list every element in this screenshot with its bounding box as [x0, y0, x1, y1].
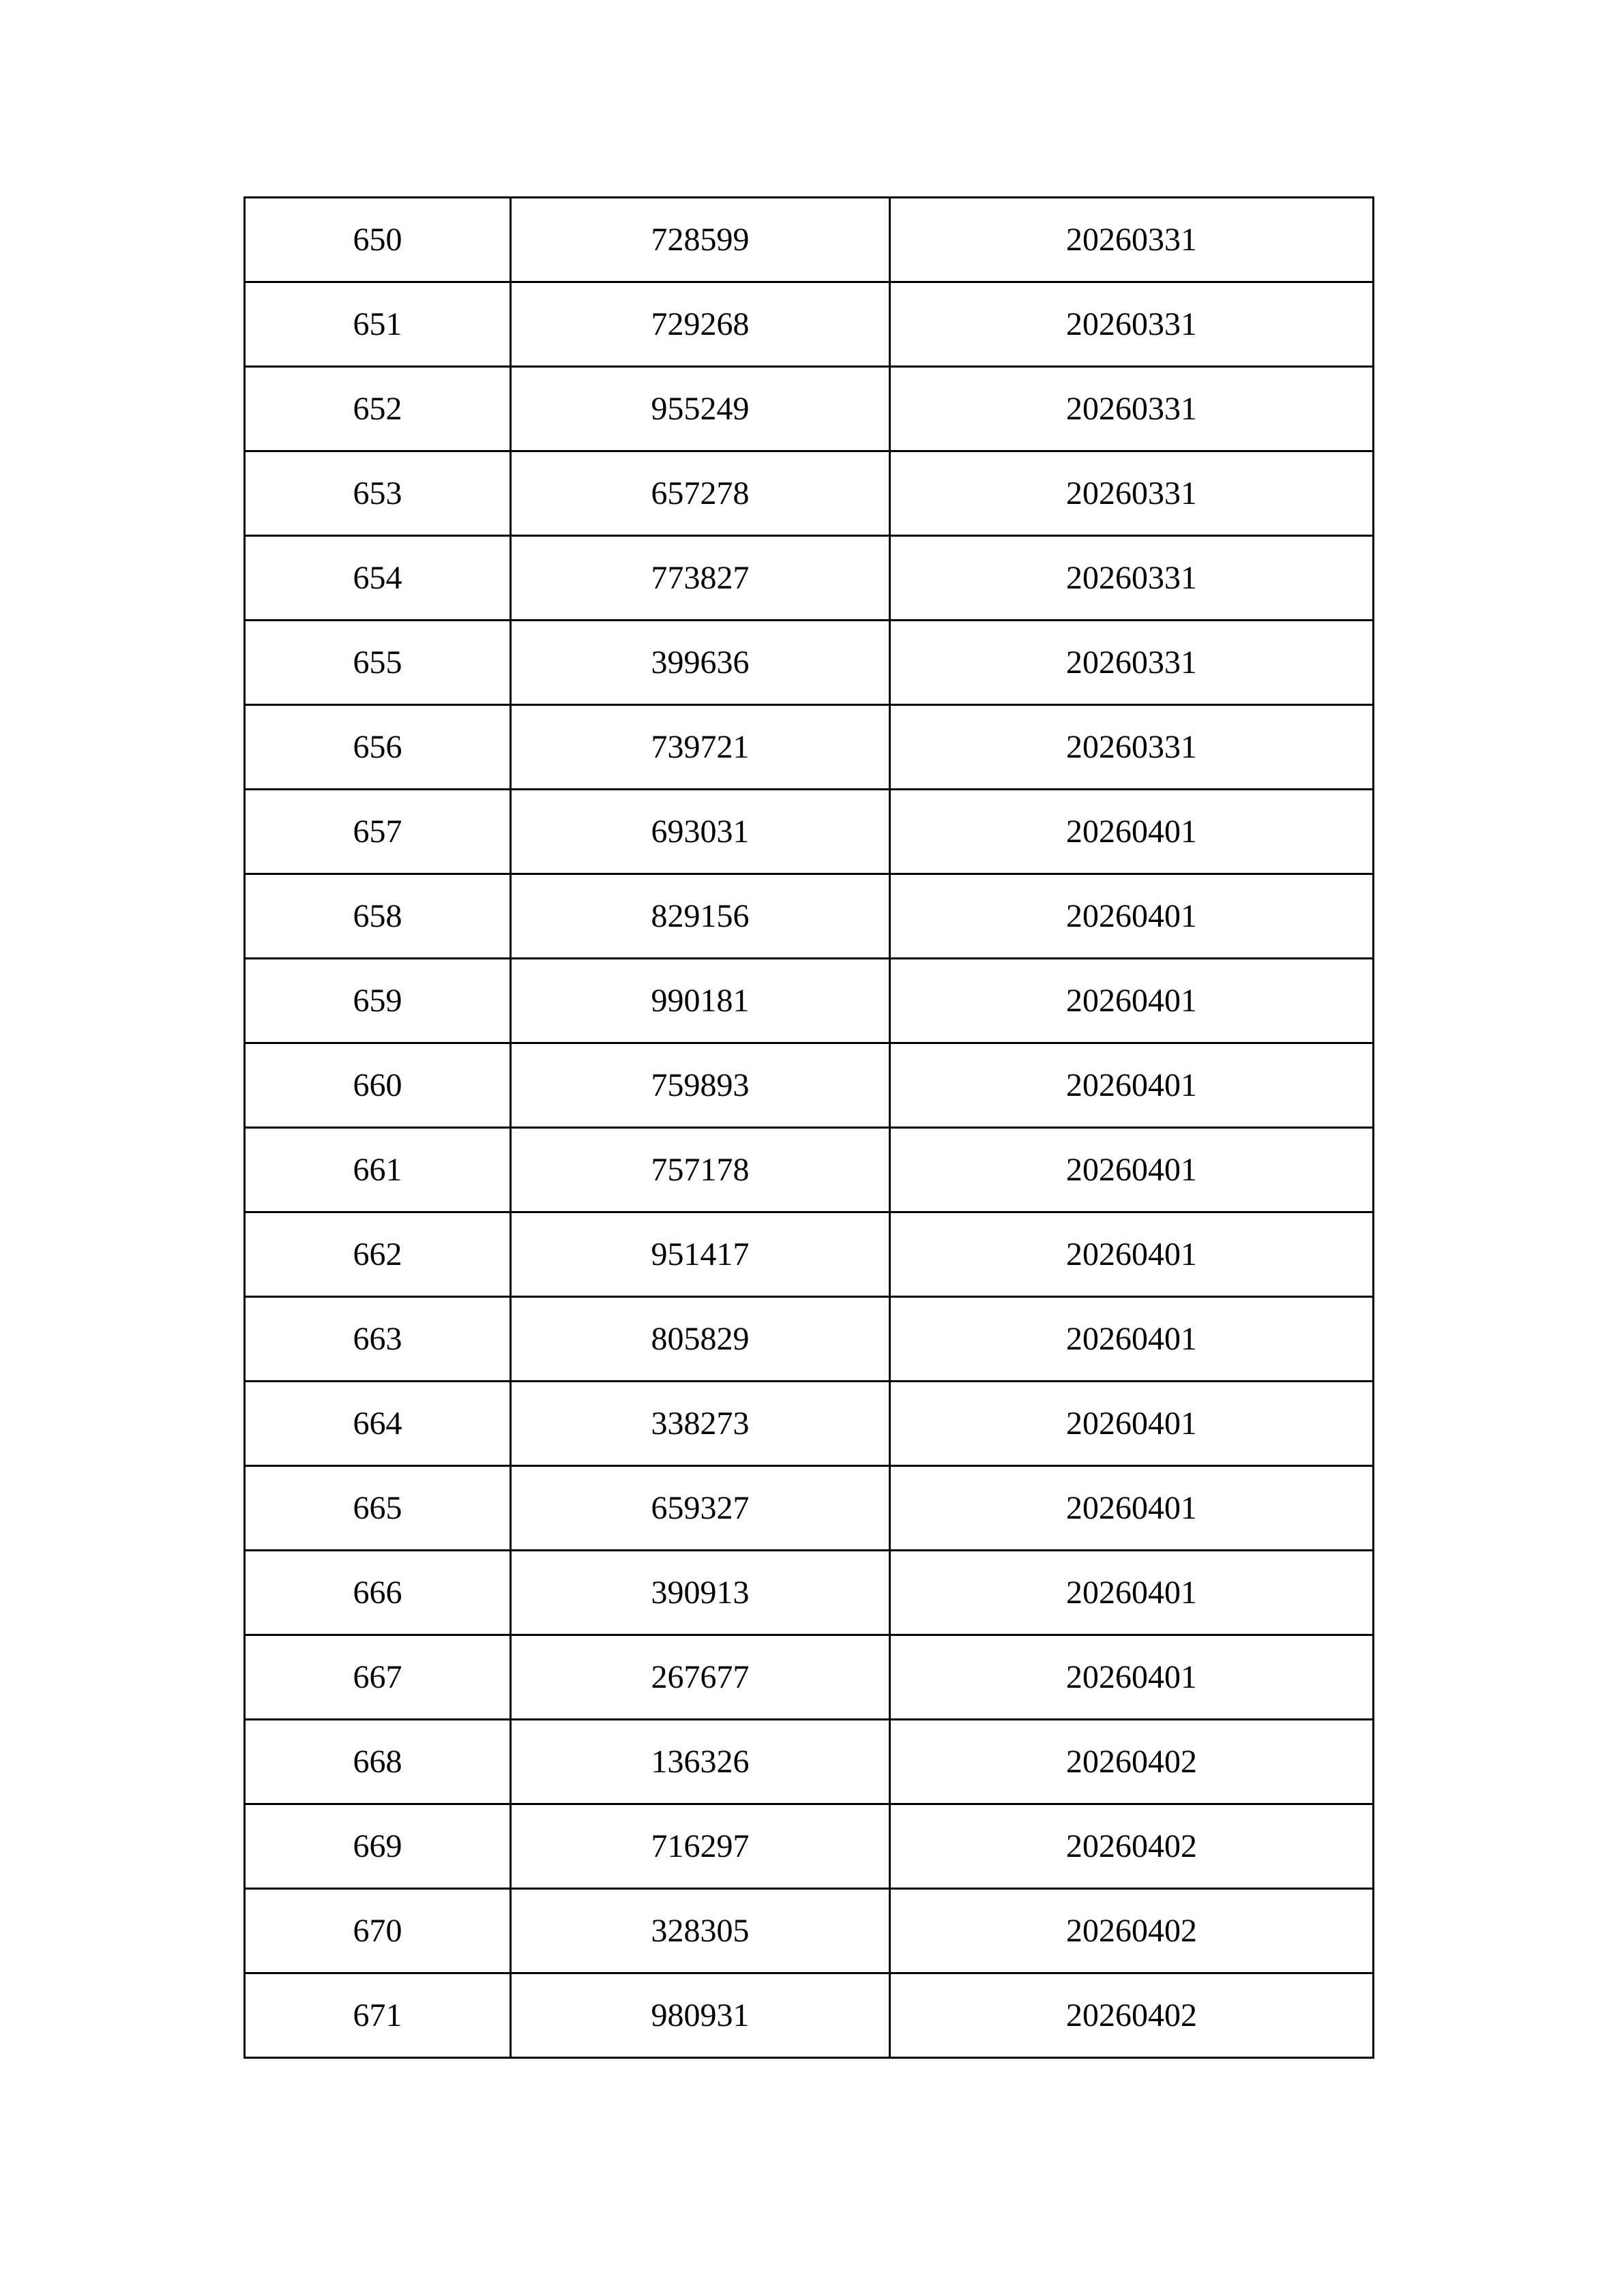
- cell-sequence-number: 656: [245, 705, 511, 790]
- table-body: [245, 198, 1374, 2058]
- cell-sequence-number: 657: [245, 790, 511, 874]
- cell-value-number: 659327: [511, 1466, 890, 1551]
- table-row: [245, 536, 1374, 621]
- cell-sequence-number: 665: [245, 1466, 511, 1551]
- cell-value-number: 739721: [511, 705, 890, 790]
- table-row: [245, 705, 1374, 790]
- table-row: [245, 1720, 1374, 1804]
- cell-date-code: 20260331: [890, 536, 1374, 621]
- cell-value-number: 693031: [511, 790, 890, 874]
- cell-sequence-number: 662: [245, 1212, 511, 1297]
- cell-date-code: 20260401: [890, 874, 1374, 959]
- cell-value-number: 267677: [511, 1635, 890, 1720]
- cell-date-code: 20260401: [890, 1043, 1374, 1128]
- cell-value-number: 773827: [511, 536, 890, 621]
- cell-date-code: 20260331: [890, 198, 1374, 282]
- table-row: [245, 621, 1374, 705]
- cell-value-number: 980931: [511, 1973, 890, 2058]
- cell-sequence-number: 650: [245, 198, 511, 282]
- cell-sequence-number: 668: [245, 1720, 511, 1804]
- cell-value-number: 729268: [511, 282, 890, 367]
- table-row: [245, 1889, 1374, 1973]
- table-row: [245, 1128, 1374, 1212]
- table-row: [245, 282, 1374, 367]
- table-row: [245, 198, 1374, 282]
- table-row: [245, 1973, 1374, 2058]
- cell-value-number: 399636: [511, 621, 890, 705]
- cell-date-code: 20260401: [890, 1128, 1374, 1212]
- cell-sequence-number: 658: [245, 874, 511, 959]
- cell-sequence-number: 666: [245, 1551, 511, 1635]
- cell-value-number: 829156: [511, 874, 890, 959]
- table-row: [245, 451, 1374, 536]
- cell-value-number: 136326: [511, 1720, 890, 1804]
- cell-sequence-number: 659: [245, 959, 511, 1043]
- cell-sequence-number: 671: [245, 1973, 511, 2058]
- cell-date-code: 20260401: [890, 790, 1374, 874]
- cell-date-code: 20260402: [890, 1720, 1374, 1804]
- cell-date-code: 20260401: [890, 1382, 1374, 1466]
- cell-value-number: 951417: [511, 1212, 890, 1297]
- table-row: [245, 790, 1374, 874]
- table-row: [245, 1043, 1374, 1128]
- table-row: [245, 1212, 1374, 1297]
- table-row: [245, 1466, 1374, 1551]
- cell-value-number: 338273: [511, 1382, 890, 1466]
- cell-date-code: 20260401: [890, 1635, 1374, 1720]
- cell-date-code: 20260331: [890, 621, 1374, 705]
- cell-date-code: 20260331: [890, 451, 1374, 536]
- cell-value-number: 805829: [511, 1297, 890, 1382]
- cell-date-code: 20260331: [890, 282, 1374, 367]
- cell-sequence-number: 667: [245, 1635, 511, 1720]
- cell-value-number: 759893: [511, 1043, 890, 1128]
- cell-value-number: 757178: [511, 1128, 890, 1212]
- cell-date-code: 20260331: [890, 367, 1374, 451]
- cell-date-code: 20260402: [890, 1804, 1374, 1889]
- cell-sequence-number: 670: [245, 1889, 511, 1973]
- cell-date-code: 20260401: [890, 1297, 1374, 1382]
- cell-value-number: 657278: [511, 451, 890, 536]
- cell-date-code: 20260401: [890, 1212, 1374, 1297]
- table-row: [245, 1635, 1374, 1720]
- cell-date-code: 20260331: [890, 705, 1374, 790]
- table-row: [245, 1551, 1374, 1635]
- cell-date-code: 20260402: [890, 1889, 1374, 1973]
- cell-value-number: 990181: [511, 959, 890, 1043]
- cell-sequence-number: 652: [245, 367, 511, 451]
- cell-date-code: 20260401: [890, 1466, 1374, 1551]
- table-row: [245, 1804, 1374, 1889]
- table-row: [245, 1297, 1374, 1382]
- table-row: [245, 874, 1374, 959]
- data-table: [243, 196, 1374, 2059]
- cell-value-number: 716297: [511, 1804, 890, 1889]
- cell-date-code: 20260401: [890, 959, 1374, 1043]
- cell-value-number: 728599: [511, 198, 890, 282]
- cell-date-code: 20260402: [890, 1973, 1374, 2058]
- table-row: [245, 959, 1374, 1043]
- cell-sequence-number: 660: [245, 1043, 511, 1128]
- table-row: [245, 1382, 1374, 1466]
- cell-sequence-number: 664: [245, 1382, 511, 1466]
- table-row: [245, 367, 1374, 451]
- cell-value-number: 390913: [511, 1551, 890, 1635]
- cell-date-code: 20260401: [890, 1551, 1374, 1635]
- cell-sequence-number: 654: [245, 536, 511, 621]
- cell-value-number: 328305: [511, 1889, 890, 1973]
- cell-sequence-number: 651: [245, 282, 511, 367]
- cell-sequence-number: 669: [245, 1804, 511, 1889]
- cell-value-number: 955249: [511, 367, 890, 451]
- cell-sequence-number: 661: [245, 1128, 511, 1212]
- cell-sequence-number: 653: [245, 451, 511, 536]
- cell-sequence-number: 655: [245, 621, 511, 705]
- cell-sequence-number: 663: [245, 1297, 511, 1382]
